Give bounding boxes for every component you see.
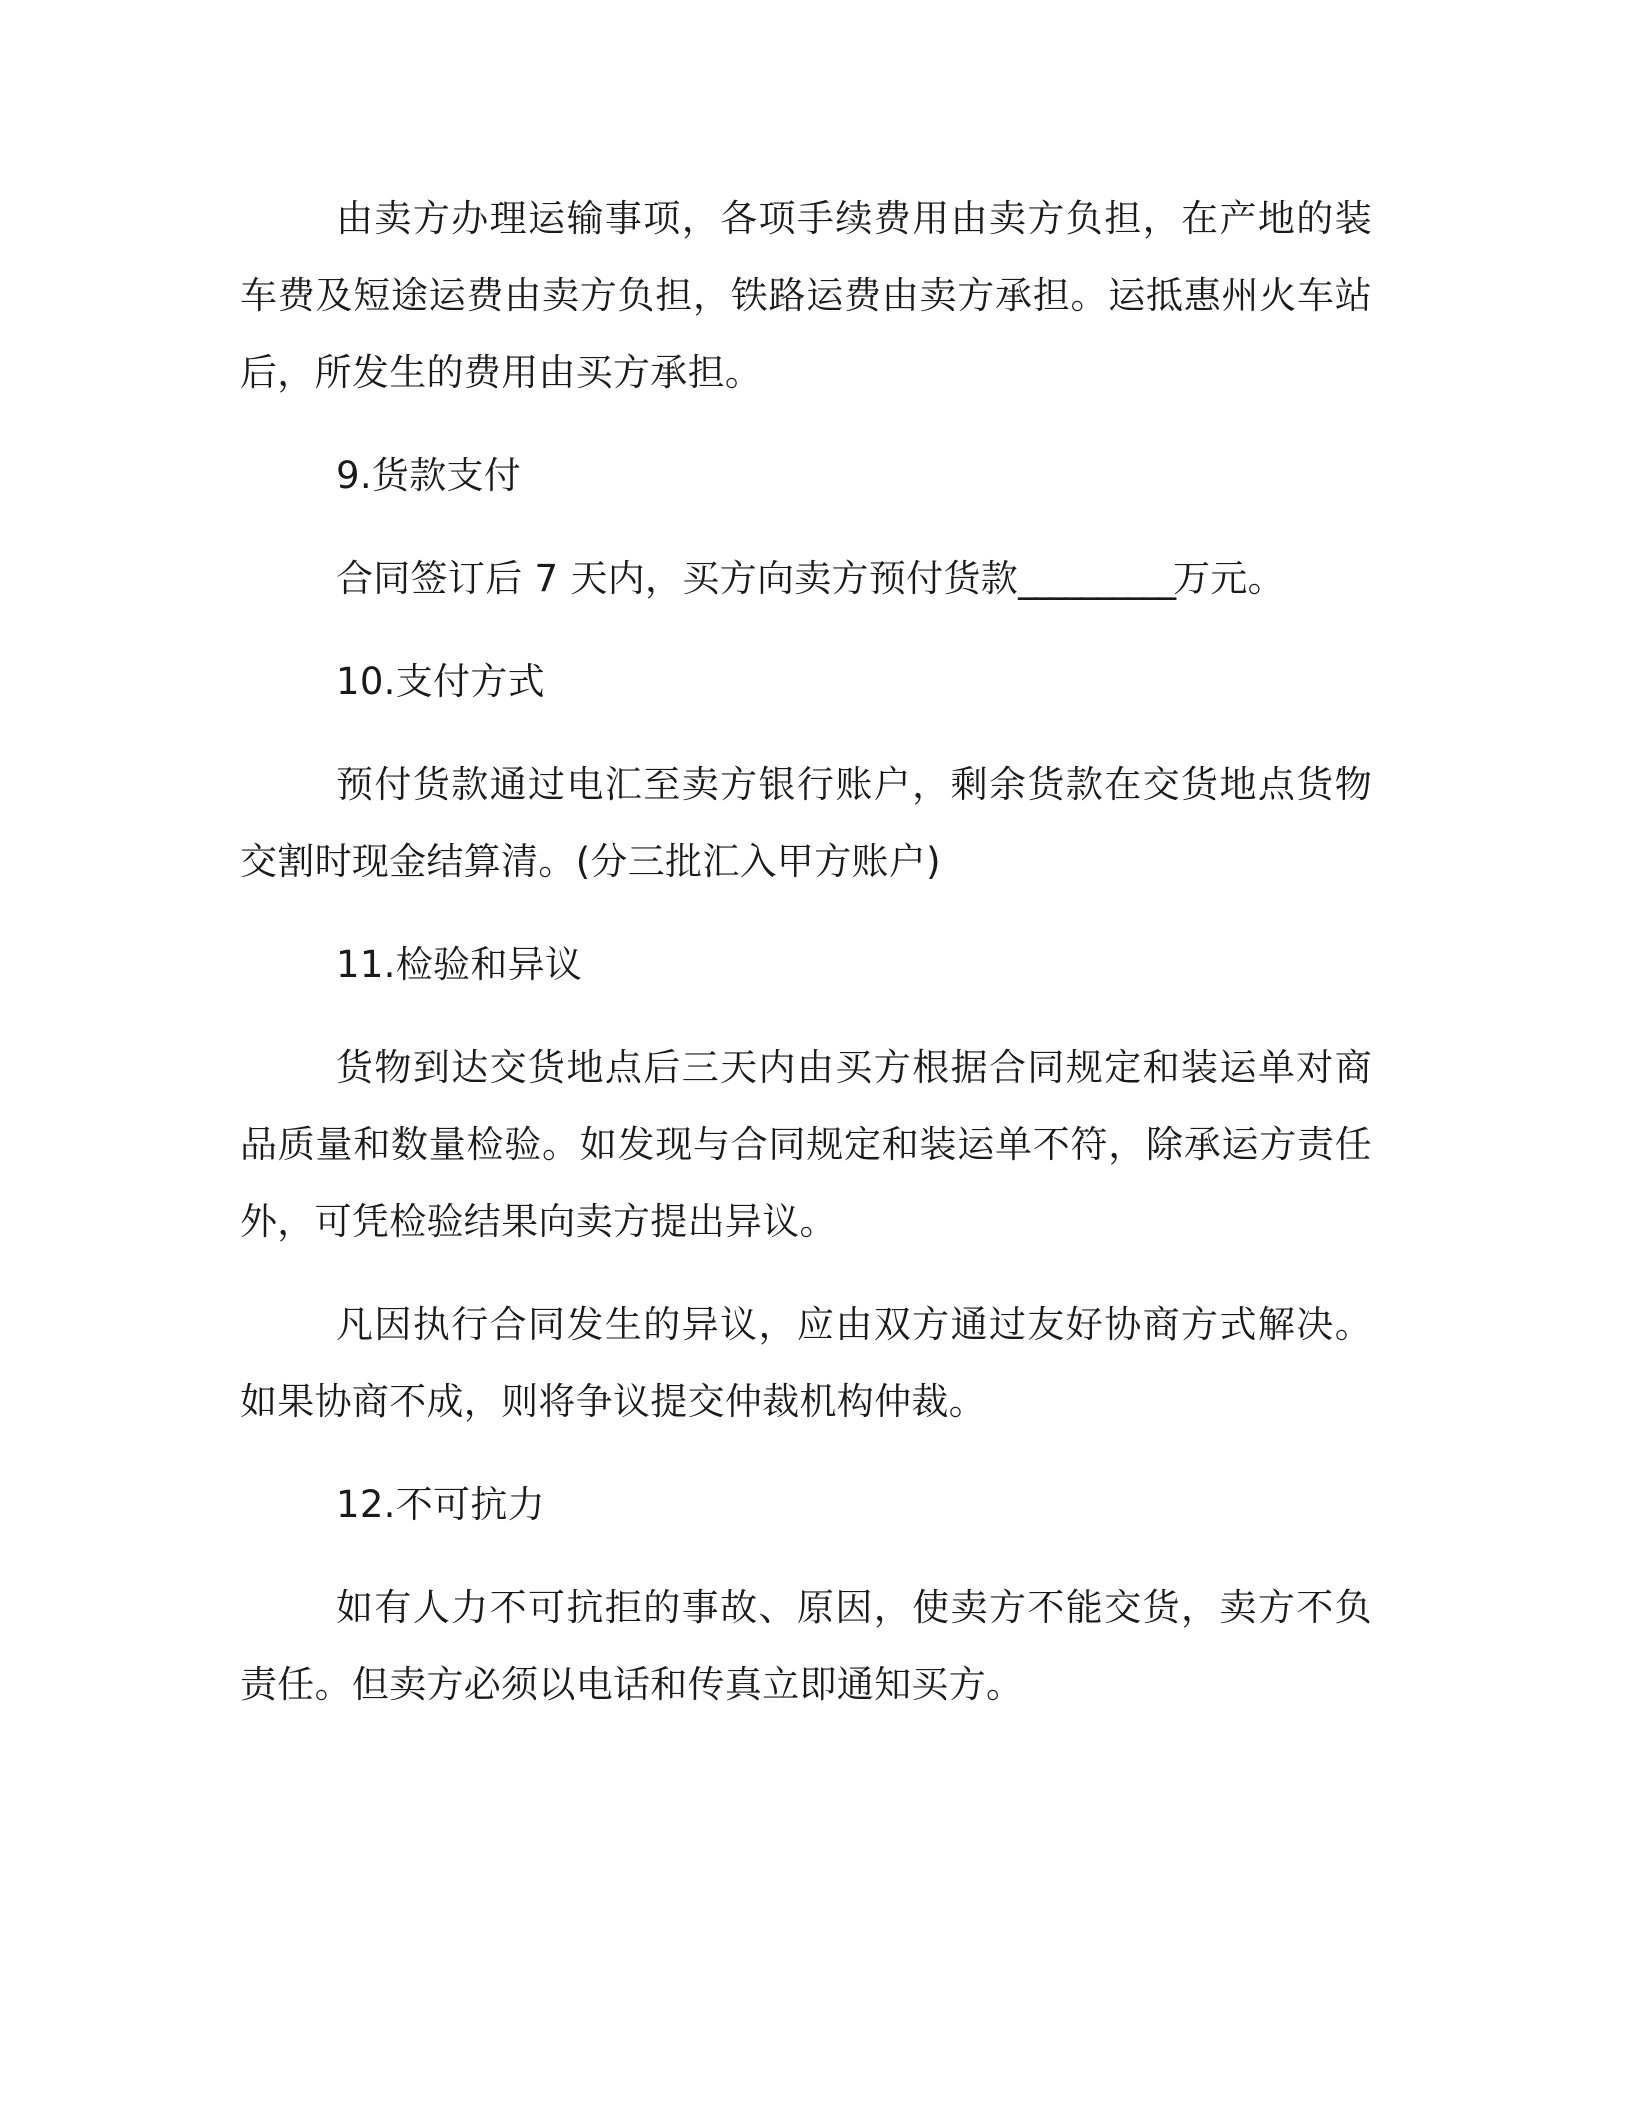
section-10-heading: 10.支付方式 (336, 660, 545, 703)
section-11-heading: 11.检验和异议 (336, 943, 583, 986)
section-9-heading: 9.货款支付 (336, 454, 522, 497)
prepayment-text: 合同签订后 7 天内，买方向卖方预付货款 (336, 557, 1019, 600)
dispute-paragraph: 凡因执行合同发生的异议，应由双方通过友好协商方式解决。如果协商不成，则将争议提交仲裁机构仲裁。 (240, 1303, 1372, 1423)
payment-method-paragraph: 预付货款通过电汇至卖方银行账户，剩余货款在交货地点货物交割时现金结算清。(分三批汇入甲方账户) (240, 763, 1372, 883)
document-body (240, 180, 1372, 1749)
transport-paragraph: 由卖方办理运输事项，各项手续费用由卖方负担，在产地的装车费及短途运费由卖方负担，铁路运费由卖方承担。运抵惠州火车站后，所发生的费用由买方承担。 (240, 197, 1372, 394)
inspection-paragraph: 货物到达交货地点后三天内由买方根据合同规定和装运单对商品质量和数量检验。如发现与合同规定和装运单不符，除承运方责任外，可凭检验结果向卖方提出异议。 (240, 1046, 1372, 1243)
prepayment-paragraph (240, 540, 1372, 617)
prepayment-amount-blank: __________ (1018, 557, 1174, 600)
section-12-heading: 12.不可抗力 (336, 1483, 545, 1526)
prepayment-unit: 万元。 (1173, 557, 1285, 600)
force-majeure-paragraph: 如有人力不可抗拒的事故、原因，使卖方不能交货，卖方不负责任。但卖方必须以电话和传真立即通知买方。 (240, 1586, 1372, 1706)
